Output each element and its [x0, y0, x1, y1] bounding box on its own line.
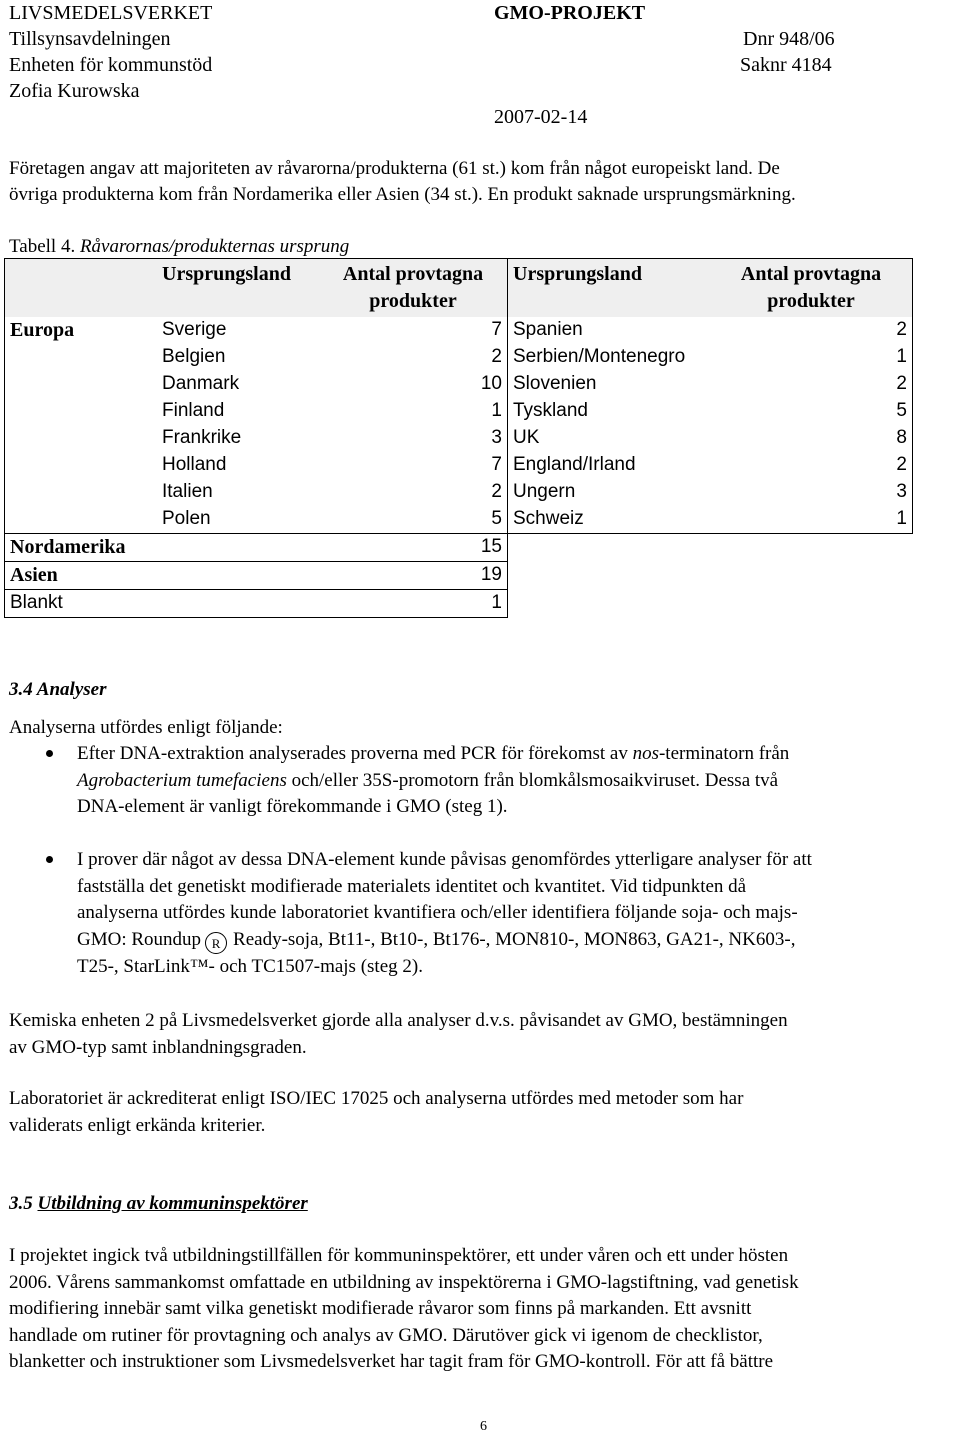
country-cell: Italien: [162, 481, 213, 502]
count-cell: 7: [319, 317, 508, 344]
table-row: [5, 425, 913, 452]
origin-table: [4, 258, 913, 618]
bullet-icon: [46, 750, 53, 757]
page-number: 6: [480, 1419, 487, 1434]
intro-line: Företagen angav att majoriteten av råvarorna/produkterna (61 st.) kom från något europeiskt land. De: [9, 158, 780, 179]
table-header-origin: Ursprungsland: [157, 259, 319, 318]
paragraph: [9, 1086, 954, 1139]
count-cell: 2: [710, 317, 913, 344]
country-cell: Spanien: [513, 319, 583, 340]
region-europe: Europa: [5, 317, 158, 344]
bullet-item: [77, 847, 957, 980]
saknr-number: Saknr 4184: [740, 54, 832, 76]
section-heading: 3.4 Analyser: [9, 679, 107, 700]
paragraph-line: Kemiska enheten 2 på Livsmedelsverket gjorde alla analyser d.v.s. påvisandet av GMO, bestämningen: [9, 1010, 788, 1031]
count-cell: 2: [319, 344, 508, 371]
bullet-line: GMO: Roundup R Ready-soja, Bt11-, Bt10-, Bt176-, MON810-, MON863, GA21-, NK603-,: [77, 927, 957, 954]
country-cell: Tyskland: [513, 400, 588, 421]
project-name: GMO-PROJEKT: [494, 2, 646, 24]
document-date: 2007-02-14: [494, 106, 588, 128]
bullet-line: Efter DNA-extraktion analyserades proverna med PCR för förekomst av nos-terminatorn från: [77, 743, 790, 764]
country-cell: Danmark: [162, 373, 240, 394]
paragraph: [9, 1243, 954, 1376]
paragraph-line: av GMO-typ samt inblandningsgraden.: [9, 1036, 307, 1058]
count-cell: 1: [319, 398, 508, 425]
empty-cell: [710, 534, 913, 562]
paragraph-line: modifiering innebär samt vilka genetiskt modifierade råvaror som finns på markanden. Ett avsnitt: [9, 1298, 752, 1319]
section-intro: Analyserna utfördes enligt följande:: [9, 717, 283, 738]
table-header-empty: [5, 259, 158, 318]
country-empty: [157, 590, 319, 618]
empty-cell: [508, 562, 711, 590]
bullet-line: T25-, StarLink™- och TC1507-majs (steg 2).: [77, 955, 423, 977]
country-cell: Serbien/Montenegro: [513, 346, 686, 367]
country-cell: England/Irland: [513, 454, 636, 475]
country-cell: Ungern: [513, 481, 576, 502]
table-row: [5, 562, 913, 590]
section-heading: 3.5 Utbildning av kommuninspektörer: [9, 1193, 308, 1214]
table-row: [5, 506, 913, 534]
count-cell: 15: [319, 534, 508, 562]
count-cell: 2: [710, 452, 913, 479]
count-cell: 7: [319, 452, 508, 479]
country-cell: Slovenien: [513, 373, 597, 394]
paragraph-line: I projektet ingick två utbildningstillfällen för kommuninspektörer, ett under våren och ett under hösten: [9, 1245, 789, 1266]
division-name: Tillsynsavdelningen: [9, 28, 171, 50]
region-empty: [5, 344, 158, 371]
region-empty: [5, 425, 158, 452]
count-cell: 5: [319, 506, 508, 534]
unit-name: Enheten för kommunstöd: [9, 54, 213, 76]
bullet-item: [77, 741, 957, 821]
country-empty: [157, 534, 319, 562]
count-cell: 1: [710, 506, 913, 534]
empty-cell: [508, 534, 711, 562]
table-row: [5, 317, 913, 344]
country-cell: Holland: [162, 454, 227, 475]
registered-trademark-icon: R: [205, 932, 227, 954]
empty-cell: [710, 562, 913, 590]
country-cell: Finland: [162, 400, 225, 421]
dnr-number: Dnr 948/06: [743, 28, 835, 50]
bullet-icon: [46, 856, 53, 863]
count-cell: 2: [319, 479, 508, 506]
bullet-line: fastställa det genetiskt modifierade materialets identitet och kvantitet. Vid tidpunkten då: [77, 875, 747, 897]
table-header-count: Antal provtagna produkter: [319, 259, 508, 318]
region-empty: [5, 506, 158, 534]
region-cell: Asien: [5, 562, 158, 590]
author-name: Zofia Kurowska: [9, 80, 140, 102]
table-row: [5, 452, 913, 479]
count-cell: 19: [319, 562, 508, 590]
table-header-origin: Ursprungsland: [508, 259, 711, 318]
region-empty: [5, 452, 158, 479]
paragraph-line: handlade om rutiner för provtagning och analys av GMO. Därutöver gick vi igenom de checklistor,: [9, 1324, 763, 1346]
table-caption-prefix: Tabell 4.: [9, 236, 80, 257]
bullet-line: analyserna utfördes kunde laboratoriet kvantifiera och/eller identifiera följande soja- och majs-: [77, 902, 798, 923]
paragraph-line: validerats enligt erkända kriterier.: [9, 1114, 266, 1136]
paragraph-line: 2006. Vårens sammankomst omfattade en utbildning av inspektörerna i GMO-lagstiftning, vad genetisk: [9, 1271, 799, 1293]
paragraph-line: blanketter och instruktioner som Livsmedelsverket har tagit fram för GMO-kontroll. För att få bättre: [9, 1351, 774, 1372]
country-cell: Polen: [162, 508, 211, 529]
count-cell: 2: [710, 371, 913, 398]
count-cell: 8: [710, 425, 913, 452]
empty-cell: [710, 590, 913, 618]
paragraph-line: Laboratoriet är ackrediterat enligt ISO/IEC 17025 och analyserna utfördes med metoder som har: [9, 1088, 744, 1109]
country-empty: [157, 562, 319, 590]
region-empty: [5, 398, 158, 425]
empty-cell: [508, 590, 711, 618]
country-cell: Frankrike: [162, 427, 242, 448]
table-row: [5, 344, 913, 371]
table-row: [5, 371, 913, 398]
count-cell: 3: [319, 425, 508, 452]
country-cell: Belgien: [162, 346, 226, 367]
region-cell: Blankt: [5, 590, 158, 618]
table-row: [5, 590, 913, 618]
paragraph: [9, 1008, 954, 1061]
count-cell: 3: [710, 479, 913, 506]
agrobacterium-term: Agrobacterium tumefaciens: [77, 769, 287, 791]
intro-line: övriga produkterna kom från Nordamerika eller Asien (34 st.). En produkt saknade ursprungsmärkning.: [9, 184, 796, 205]
region-cell: Nordamerika: [5, 534, 158, 562]
count-cell: 1: [710, 344, 913, 371]
country-cell: UK: [513, 427, 540, 448]
country-cell: Sverige: [162, 319, 227, 340]
count-cell: 5: [710, 398, 913, 425]
count-cell: 10: [319, 371, 508, 398]
table-caption: [9, 234, 954, 261]
count-cell: 1: [319, 590, 508, 618]
table-row: [5, 398, 913, 425]
bullet-line: Agrobacterium tumefaciens och/eller 35S-promotorn från blomkålsmosaikviruset. Dessa två: [77, 769, 779, 791]
table-row: [5, 479, 913, 506]
table-row: [5, 534, 913, 562]
region-empty: [5, 479, 158, 506]
region-empty: [5, 371, 158, 398]
table-caption-title: Råvarornas/produkternas ursprung: [79, 236, 350, 257]
table-header-row: [5, 259, 913, 318]
bullet-line: I prover där något av dessa DNA-element kunde påvisas genomfördes ytterligare analyser för att: [77, 849, 812, 870]
bullet-line: DNA-element är vanligt förekommande i GMO (steg 1).: [77, 796, 508, 817]
nos-term: nos: [632, 743, 659, 764]
org-name: LIVSMEDELSVERKET: [9, 2, 213, 24]
country-cell: Schweiz: [508, 506, 711, 534]
table-header-count: Antal provtagna produkter: [710, 259, 913, 318]
